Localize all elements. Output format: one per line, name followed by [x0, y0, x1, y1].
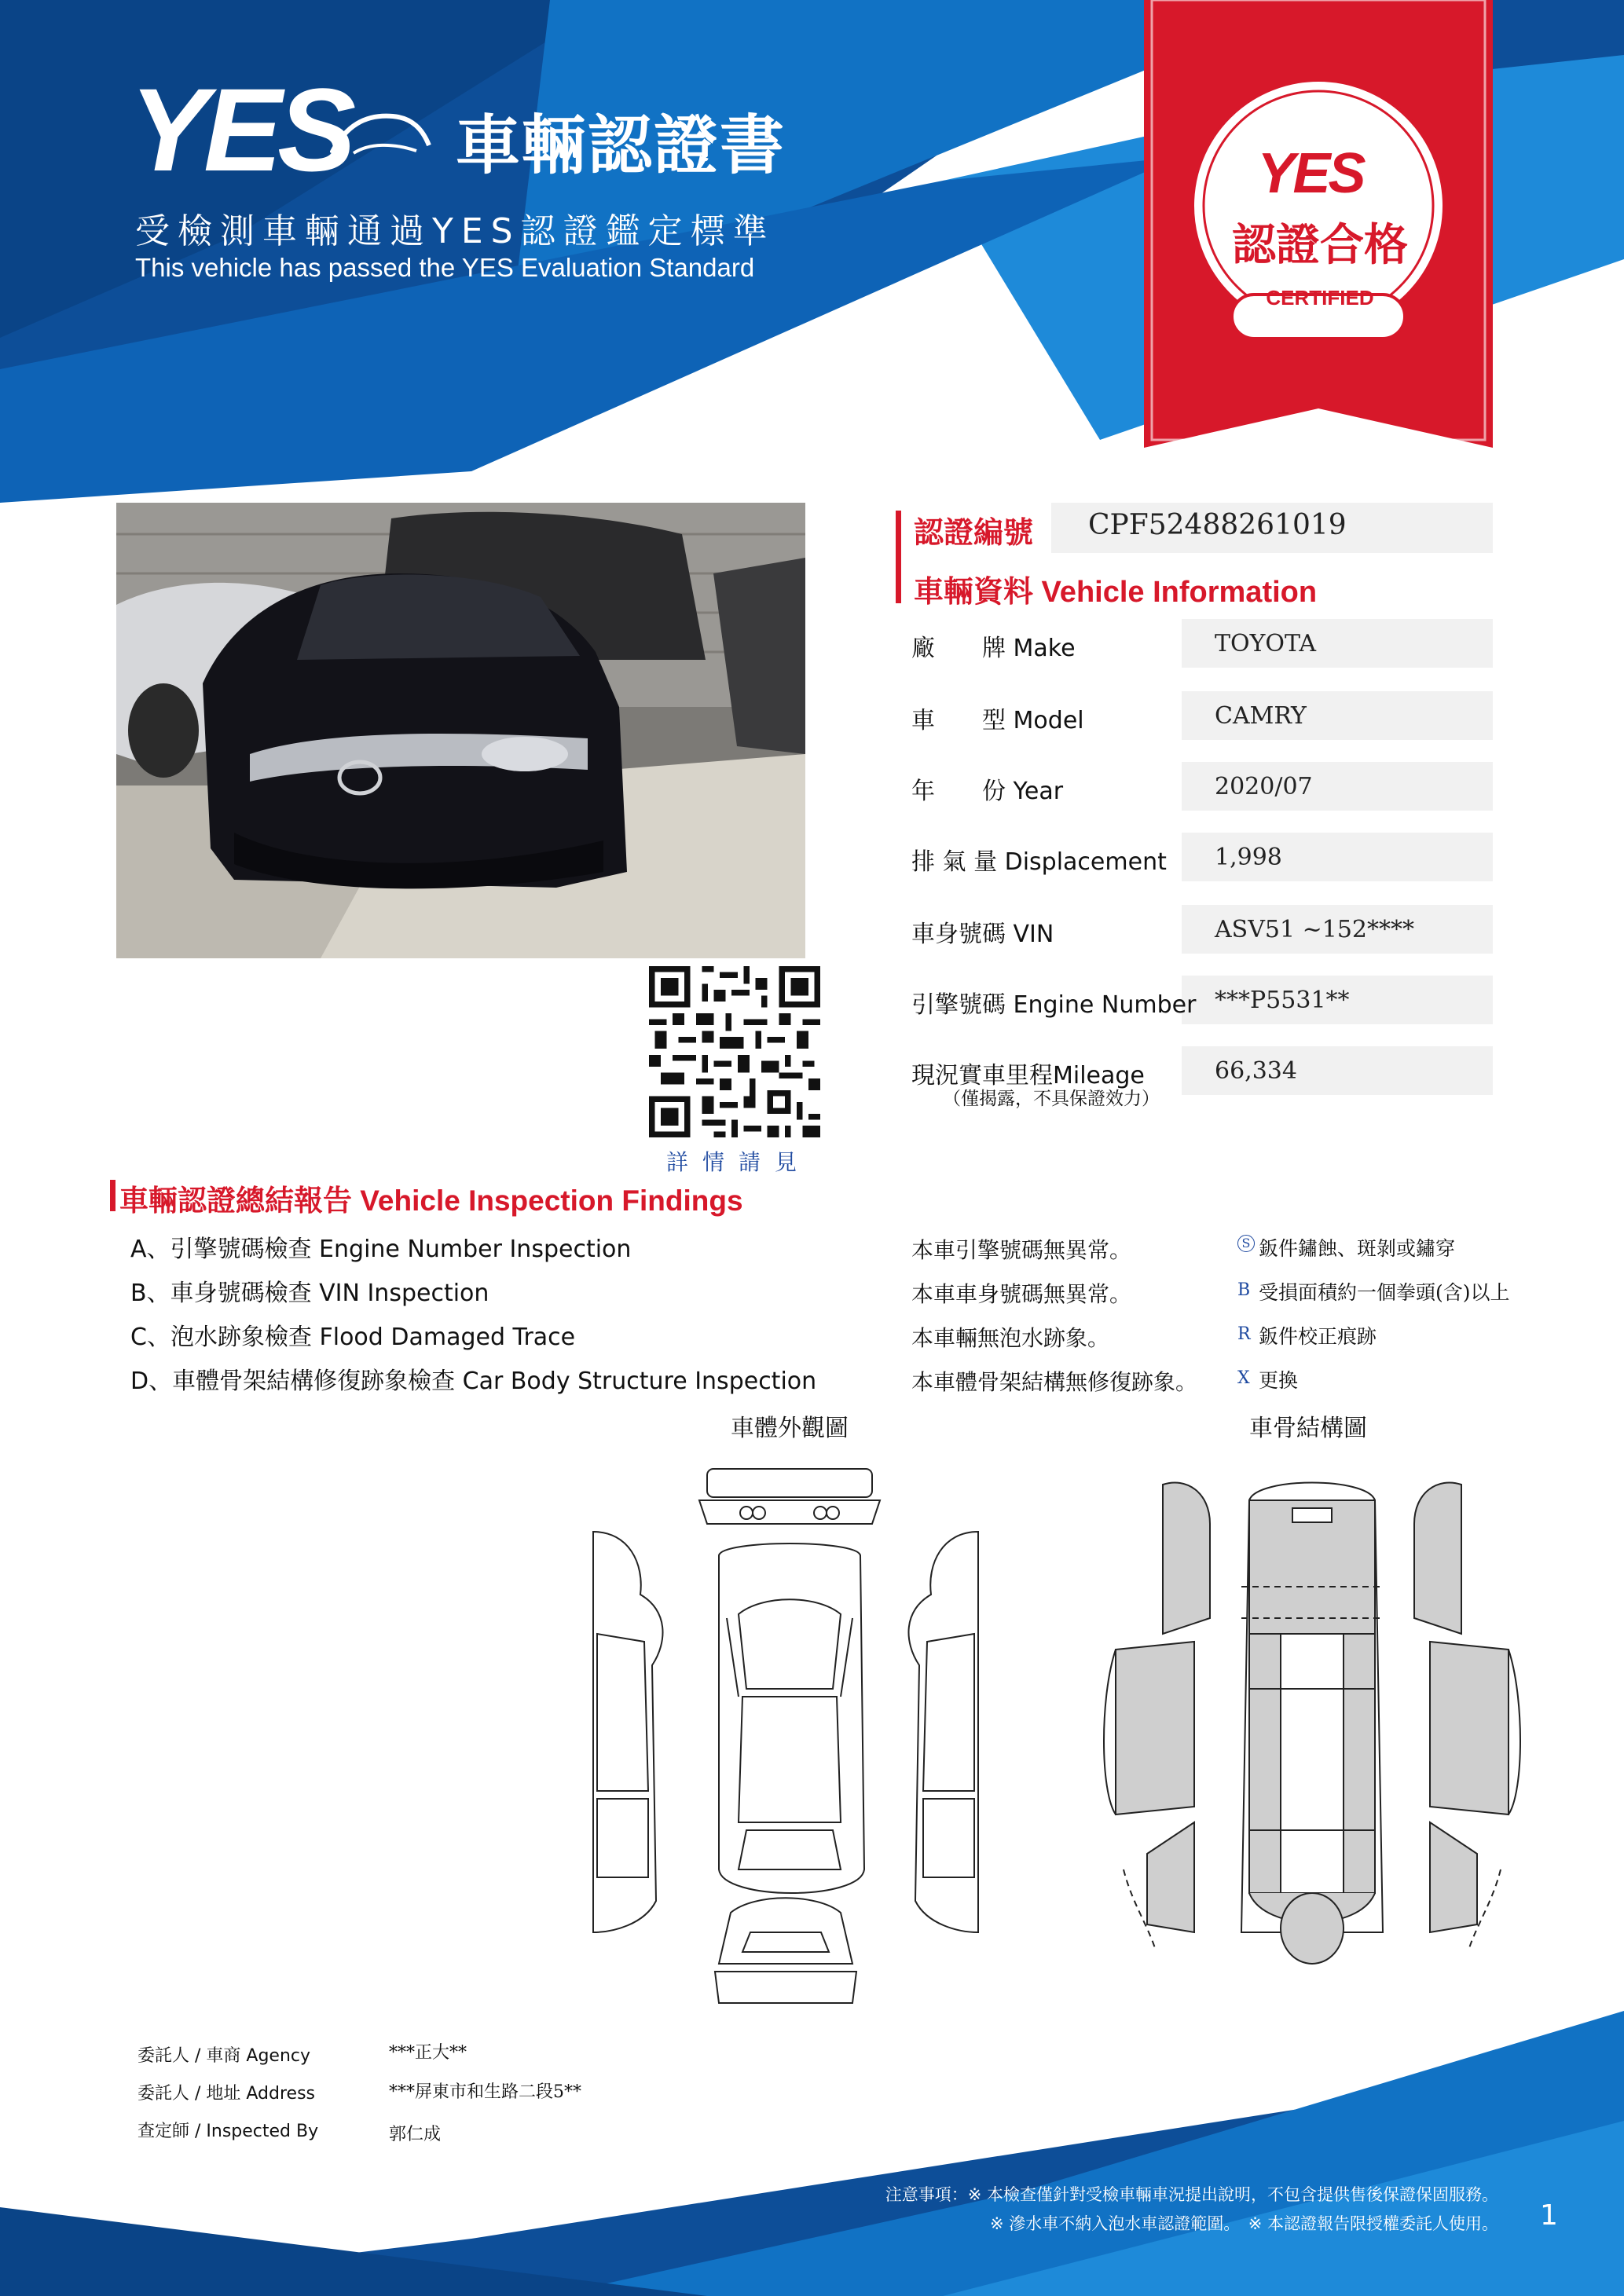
finding-flood-result: 本車輛無泡水跡象。 — [911, 1325, 1110, 1351]
inspector-label: 查定師 / Inspected By — [137, 2122, 319, 2141]
qr-code[interactable] — [649, 966, 820, 1137]
frame-diagram-title: 車骨結構圖 — [1249, 1415, 1367, 1442]
address-label: 委託人 / 地址 Address — [137, 2084, 316, 2104]
make-label: 廠 牌 Make — [911, 635, 1076, 662]
notice-line-1: 注意事項：※ 本檢查僅針對受檢車輛車況提出說明，不包含提供售後保證保固服務。 — [885, 2185, 1498, 2204]
address-value: ***屏東市和生路二段5** — [389, 2082, 581, 2102]
model-value: CAMRY — [1215, 702, 1307, 730]
finding-vin-label: B、車身號碼檢查 VIN Inspection — [130, 1280, 489, 1307]
seal-title-chinese: 認證合格 — [1232, 220, 1408, 271]
certificate-title: 車輛認證書 — [456, 108, 786, 183]
page-number: 1 — [1540, 2199, 1558, 2232]
agency-label: 委託人 / 車商 Agency — [137, 2046, 311, 2066]
legend-text-x: 更換 — [1259, 1369, 1299, 1392]
exterior-diagram-title: 車體外觀圖 — [731, 1415, 849, 1442]
finding-vin-result: 本車車身號碼無異常。 — [911, 1281, 1132, 1307]
legend-symbol-s: S — [1237, 1235, 1255, 1252]
finding-engine-label: A、引擎號碼檢查 Engine Number Inspection — [130, 1236, 632, 1263]
notice-line-2: ※ 滲水車不納入泡水車認證範圍。 ※ 本認證報告限授權委託人使用。 — [989, 2214, 1498, 2233]
qr-caption: 詳情請見 — [666, 1149, 812, 1175]
vin-value: ASV51 ~152**** — [1215, 916, 1414, 943]
legend-symbol-x: X — [1237, 1368, 1250, 1388]
legend-text-s: 鈑件鏽蝕、斑剝或鏽穿 — [1259, 1237, 1456, 1260]
displacement-value: 1,998 — [1215, 844, 1282, 871]
subtitle-chinese: 受檢測車輛通過YES認證鑑定標準 — [135, 211, 775, 251]
legend-text-b: 受損面積約一個拳頭(含)以上 — [1259, 1281, 1510, 1304]
seal-title-english: CERTIFIED — [1266, 286, 1374, 309]
finding-flood-label: C、泡水跡象檢查 Flood Damaged Trace — [130, 1324, 576, 1351]
cert-no-bar — [896, 511, 901, 603]
agency-value: ***正大** — [389, 2043, 467, 2063]
cert-no-value: CPF52488261019 — [1088, 509, 1347, 541]
legend-text-r: 鈑件校正痕跡 — [1259, 1325, 1377, 1348]
mileage-value: 66,334 — [1215, 1057, 1297, 1085]
legend-symbol-b: B — [1237, 1280, 1251, 1300]
yes-logo: YES — [130, 64, 352, 196]
seal-logo: YES — [1257, 142, 1364, 205]
year-label: 年 份 Year — [911, 778, 1064, 805]
engine-number-label: 引擎號碼 Engine Number — [911, 991, 1197, 1019]
inspector-value: 郭仁成 — [389, 2125, 442, 2144]
subtitle-english: This vehicle has passed the YES Evaluation Standard — [135, 253, 755, 282]
car-silhouette-icon — [330, 94, 432, 165]
engine-number-value: ***P5531** — [1215, 987, 1350, 1014]
make-value: TOYOTA — [1215, 630, 1317, 657]
displacement-label: 排 氣 量 Displacement — [911, 848, 1167, 876]
mileage-note: （僅揭露，不具保證效力） — [943, 1089, 1160, 1109]
vin-label: 車身號碼 VIN — [911, 921, 1054, 948]
findings-heading: 車輛認證總結報告 Vehicle Inspection Findings — [119, 1185, 743, 1217]
model-label: 車 型 Model — [911, 707, 1084, 734]
finding-engine-result: 本車引擎號碼無異常。 — [911, 1237, 1132, 1263]
frame-diagram — [1100, 1461, 1524, 1979]
finding-structure-result: 本車體骨架結構無修復跡象。 — [911, 1369, 1198, 1395]
mileage-label: 現況實車里程Mileage — [911, 1062, 1145, 1089]
exterior-diagram — [581, 1461, 990, 2011]
vehicle-photo — [116, 503, 805, 958]
findings-bar — [110, 1180, 115, 1211]
legend-symbol-r: R — [1237, 1324, 1251, 1344]
cert-no-label: 認證編號 — [914, 515, 1034, 550]
vehicle-info-heading: 車輛資料 Vehicle Information — [914, 576, 1318, 609]
finding-structure-label: D、車體骨架結構修復跡象檢查 Car Body Structure Inspection — [130, 1368, 817, 1395]
year-value: 2020/07 — [1215, 773, 1313, 800]
